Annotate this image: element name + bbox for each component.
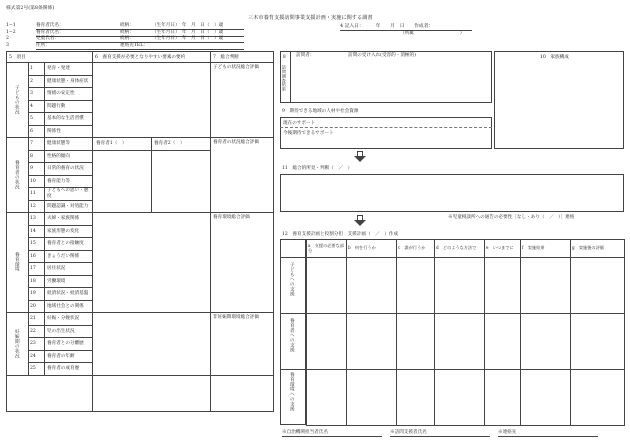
current-support: 現在のサポート — [283, 121, 316, 126]
header-no: 1−2 — [6, 29, 16, 35]
item-label: 性格的傾向 — [47, 153, 70, 159]
header-no: 1−1 — [6, 23, 16, 28]
caregiver-2-label: 養育者2（ ） — [154, 141, 185, 146]
header-label: 養育者氏名： — [36, 23, 64, 28]
item-label: 地域社会との関係 — [47, 303, 84, 309]
footer-contact: ※連絡先 — [498, 430, 517, 435]
header-birth: （生年月日） 年 月 日（ ）歳 — [152, 29, 224, 35]
plan-head: g 実施後の評価 — [571, 240, 625, 258]
group-label: 養育者の状況 — [14, 159, 20, 190]
section-11-frame — [280, 174, 624, 212]
plan-row-environment: 養育環境への支援 — [289, 372, 295, 412]
item-number: 4 — [30, 103, 33, 109]
plan-row-child: 子どもへの支援 — [289, 262, 295, 297]
item-number: 20 — [30, 303, 36, 309]
item-label: 養育者の成育歴 — [47, 366, 80, 372]
item-label: 情緒の安定性 — [47, 91, 75, 97]
accept-label: 訪問の受け入れ(受容的・消極的) — [348, 53, 416, 58]
header-no: 2 — [6, 36, 9, 41]
item-number: 18 — [30, 278, 36, 284]
item-number: 19 — [30, 291, 36, 296]
item-number: 1 — [30, 66, 33, 71]
item-label: 養育能力等 — [47, 178, 70, 184]
form-title: 三木市養育支援訪問事業支援計画・実施に関する調書 — [248, 15, 373, 21]
item-number: 17 — [30, 266, 36, 271]
header-birth: （生年月日） 年 月 日（ ）歳 — [152, 36, 224, 41]
item-label: 妊娠・分娩状況 — [47, 316, 80, 322]
group-label: 子どもの状況 — [14, 84, 20, 115]
section-8-label: 8 訪問調査結果 — [281, 54, 287, 92]
section-12-label: 12 養育支援計画と役割分担 支援計画（ ／ ）作成 — [282, 232, 399, 237]
plan-head: d どのような方法で — [435, 240, 485, 258]
item-label: 経済状況・経済基盤 — [47, 291, 89, 297]
item-label: 問題認識・対処能力 — [47, 203, 89, 209]
footer-visitor: ※訪問支援者氏名 — [390, 430, 427, 435]
item-label: 養育者の年齢 — [47, 353, 75, 359]
plan-head: a 支援の必要な部分 — [307, 240, 347, 258]
future-support: 今後期待できるサポート — [283, 131, 334, 136]
header-rel: 続柄： — [120, 36, 134, 41]
item-number: 12 — [30, 203, 36, 209]
plan-row-caregiver: 養育者への支援 — [289, 318, 295, 353]
group-summary: 非妊娠期環境総合評価 — [213, 315, 259, 320]
group-label: 養育環境 — [14, 252, 20, 272]
item-label: 夫婦・家族関係 — [47, 216, 80, 222]
item-number: 13 — [30, 216, 36, 221]
item-label: 日常的養育の状況 — [47, 166, 84, 172]
col-head-items: 5 項目 — [9, 55, 26, 60]
item-label: 健康状態等 — [47, 141, 70, 147]
item-number: 2 — [30, 78, 33, 84]
group-label: 妊娠期の状況 — [14, 328, 20, 358]
header-rel: 連絡先TEL： — [120, 42, 148, 48]
col-head-summary: 6 養育支援が必要となりやすい要素の要約 — [95, 55, 186, 60]
plan-table — [306, 239, 625, 426]
item-number: 16 — [30, 253, 36, 259]
group-summary: 養育環境総合評価 — [213, 215, 250, 220]
item-number: 25 — [30, 366, 36, 371]
item-label: 発育・発達 — [47, 66, 70, 72]
section-10-label: 10 家族構成 — [540, 55, 569, 60]
header-rel: 続柄： — [120, 23, 134, 28]
header-birth: （生年月日） 年 月 日（ ）歳 — [152, 23, 224, 28]
section-11-label: 11 総合的所見・判断（ ／ ） — [282, 166, 353, 171]
item-number: 8 — [30, 153, 33, 159]
header-label: 児童氏名： — [36, 36, 59, 41]
item-label: 関係性 — [47, 128, 61, 134]
header-label: 養育者氏名： — [36, 29, 64, 35]
group-summary: 養育者の状況総合評価 — [213, 140, 259, 145]
item-label: きょうだい関係 — [47, 253, 80, 259]
item-number: 15 — [30, 241, 36, 246]
item-number: 14 — [30, 228, 36, 234]
item-number: 6 — [30, 128, 33, 134]
item-number: 3 — [30, 91, 33, 96]
section-10-frame — [494, 51, 624, 149]
item-label: 基本的な生活習慣 — [47, 116, 84, 122]
caregiver-1-label: 養育者1（ ） — [96, 141, 127, 146]
item-label: 健康状態・身体症状 — [47, 78, 89, 84]
col-head-judgement: 7 総合判断 — [213, 55, 239, 60]
plan-head: e いつまでに — [485, 240, 521, 258]
item-number: 9 — [30, 166, 33, 171]
entry-affiliation: （所属 ） — [400, 31, 465, 36]
footer-agency-staff: ※自治機関担当者氏名 — [282, 430, 328, 435]
item-number: 22 — [30, 328, 36, 334]
item-number: 11 — [30, 191, 36, 196]
section-8-frame — [280, 51, 492, 103]
item-number: 23 — [30, 341, 36, 346]
item-number: 7 — [30, 141, 33, 146]
item-label: 養育者との接触度 — [47, 241, 84, 247]
header-rel: 続柄： — [120, 29, 134, 35]
form-number: 様式第2号(第8条関係) — [6, 6, 55, 11]
item-label: 子どもへの思い・態度 — [47, 188, 89, 199]
plan-head: f 実施結果 — [521, 240, 571, 258]
notice-text: ※児童相談所への通告の必要性［なし・あり（ ／ ）］連絡 — [448, 215, 575, 220]
section-9-label: 9 期待できる地域の人材や社会資源 — [282, 109, 359, 114]
item-number: 5 — [30, 116, 33, 121]
entry-date: 4 記入日： 年 月 日 作成者： — [340, 24, 434, 29]
item-number: 24 — [30, 353, 36, 359]
header-no: 3 — [6, 42, 9, 48]
group-summary: 子どもの状況総合評価 — [213, 65, 259, 70]
item-number: 10 — [30, 178, 36, 184]
item-label: 問題行動 — [47, 103, 66, 109]
plan-head: c 誰が行うか — [397, 240, 435, 258]
item-label: 家族形態の変化 — [47, 228, 80, 234]
visitor-label: 訪問者： — [296, 53, 315, 58]
item-number: 21 — [30, 316, 36, 321]
item-label: 居住状況 — [47, 266, 66, 272]
item-label: 養育者との分離歴 — [47, 341, 84, 347]
item-label: 労働環境 — [47, 278, 66, 284]
header-label: 住所： — [36, 42, 50, 48]
plan-head: b 何を行うか — [347, 240, 397, 258]
item-label: 児の出生状況 — [47, 328, 75, 334]
